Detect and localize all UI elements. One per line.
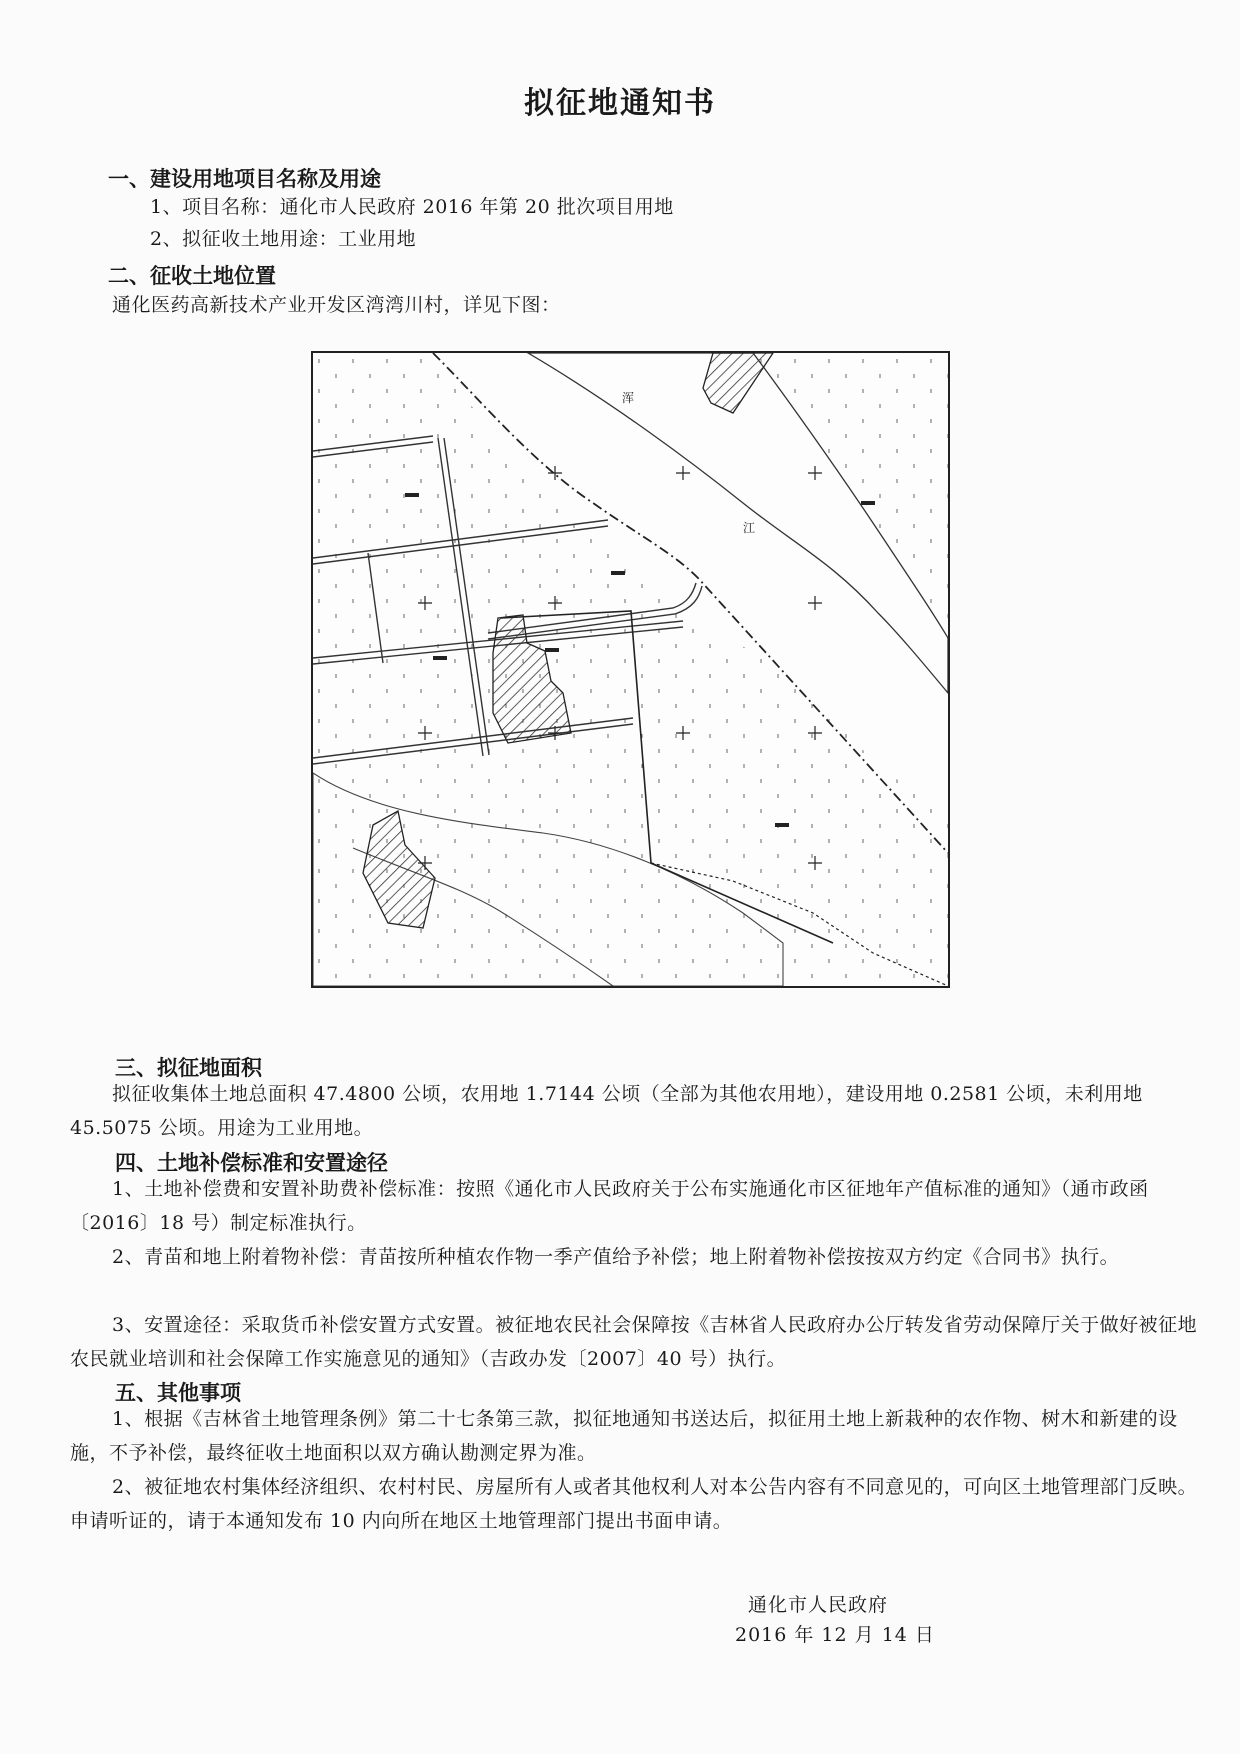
other-item-2: 2、被征地农村集体经济组织、农村村民、房屋所有人或者其他权利人对本公告内容有不同意见的，可向区土地管理部门反映。申请听证的，请于本通知发布 10 内向所在地区土地管理部门提出书面申请。 [70, 1476, 1198, 1532]
location-text: 通化医药高新技术产业开发区湾湾川村，详见下图： [112, 294, 561, 316]
section2-heading: 二、征收土地位置 [108, 264, 276, 288]
map-label-river: 浑 [622, 391, 635, 405]
issue-date: 2016 年 12 月 14 日 [735, 1624, 935, 1646]
section1-heading: 一、建设用地项目名称及用途 [108, 167, 381, 191]
section4-heading: 四、土地补偿标准和安置途径 [115, 1151, 388, 1175]
issuer: 通化市人民政府 [748, 1594, 889, 1616]
land-use: 2、拟征收土地用途：工业用地 [150, 228, 417, 250]
crop-compensation: 2、青苗和地上附着物补偿：青苗按所种植农作物一季产值给予补偿；地上附着物补偿按按双方约定《合同书》执行。 [112, 1246, 1120, 1268]
resettlement: 3、安置途径：采取货币补偿安置方式安置。被征地农民社会保障按《吉林省人民政府办公厅转发省劳动保障厅关于做好被征地农民就业培训和社会保障工作实施意见的通知》（吉政办发〔2007〕40 号）执行。 [70, 1314, 1198, 1370]
project-name: 1、项目名称：通化市人民政府 2016 年第 20 批次项目用地 [150, 196, 674, 218]
section3-heading: 三、拟征地面积 [115, 1056, 262, 1080]
page-title: 拟征地通知书 [524, 86, 716, 121]
area-text: 拟征收集体土地总面积 47.4800 公顷，农用地 1.7144 公顷（全部为其他农用地），建设用地 0.2581 公顷，未利用地 45.5075 公顷。用途为工业用地。 [70, 1083, 1143, 1139]
map-drawing [313, 353, 948, 986]
map-label-river-2: 江 [743, 521, 756, 535]
land-location-map [311, 351, 950, 988]
compensation-standard: 1、土地补偿费和安置补助费补偿标准：按照《通化市人民政府关于公布实施通化市区征地年产值标准的通知》（通市政函〔2016〕18 号）制定标准执行。 [70, 1178, 1149, 1234]
other-item-1: 1、根据《吉林省土地管理条例》第二十七条第三款，拟征地通知书送达后，拟征用土地上新栽种的农作物、树木和新建的设施，不予补偿，最终征收土地面积以双方确认勘测定界为准。 [70, 1408, 1178, 1464]
section5-heading: 五、其他事项 [115, 1381, 241, 1405]
